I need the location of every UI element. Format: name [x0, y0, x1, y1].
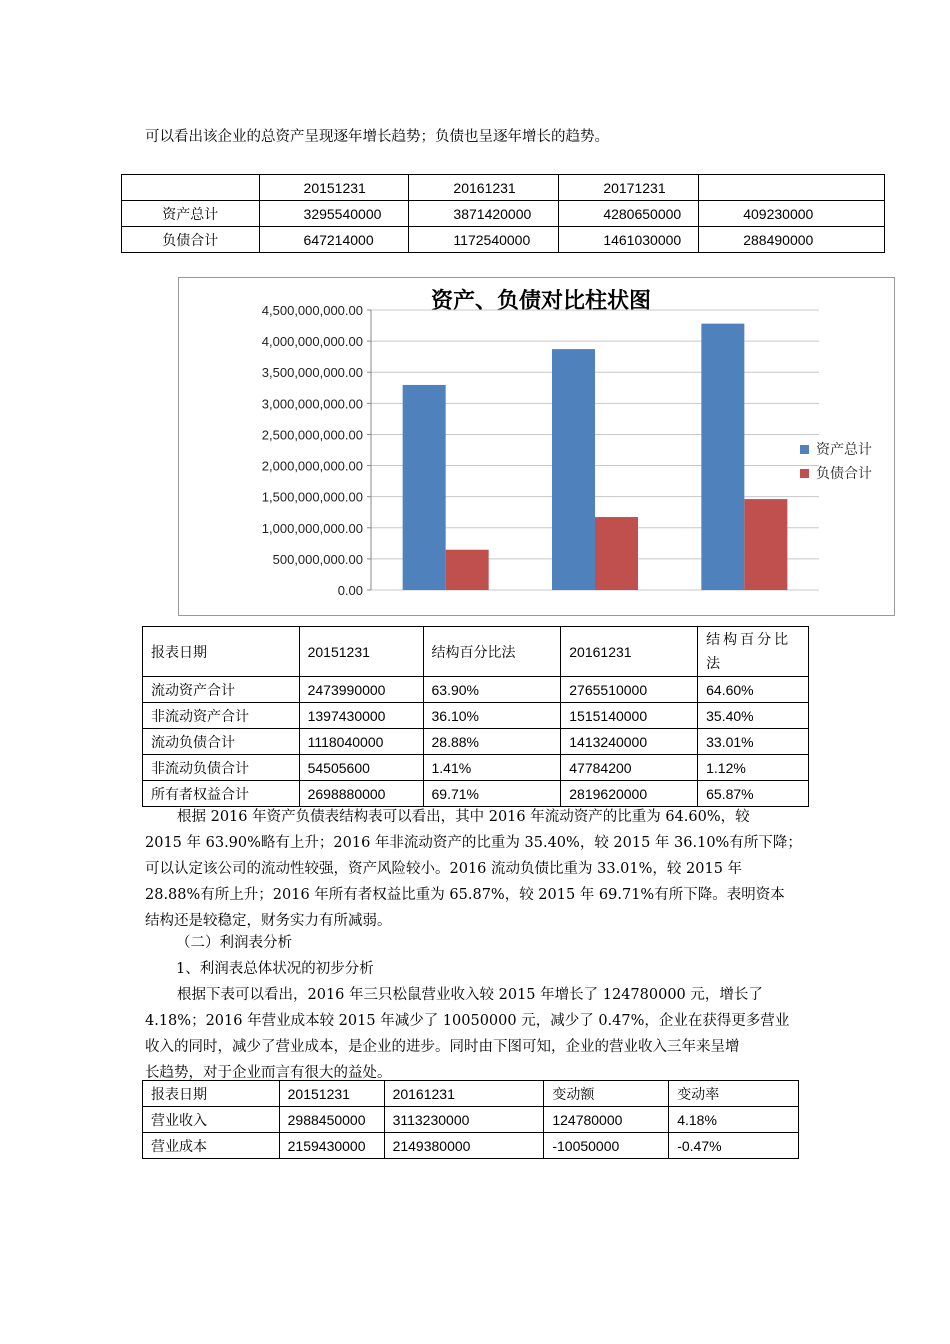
- bar-assets-20161231: [552, 349, 595, 590]
- text-line: 长趋势，对于企业而言有很大的益处。: [145, 1065, 392, 1081]
- table-cell: 变动额: [544, 1081, 669, 1107]
- table-cell: 结构百分比法: [423, 627, 561, 677]
- y-tick-label: 2,000,000,000.00: [261, 458, 363, 474]
- table-row: [143, 729, 809, 755]
- y-tick-label: 0.00: [337, 583, 363, 598]
- table-cell: 流动资产合计: [143, 677, 300, 703]
- table-cell: 报表日期: [143, 627, 300, 677]
- table-header-row: [143, 1081, 799, 1107]
- chart-svg: [179, 278, 894, 615]
- bar-assets-20151231: [403, 385, 446, 590]
- table-cell: 1515140000: [561, 703, 698, 729]
- table-cell: 资产总计: [122, 201, 260, 227]
- profit-table: [142, 1080, 799, 1159]
- bar-assets-20171231: [701, 324, 744, 590]
- y-tick-label: 2,500,000,000.00: [261, 427, 363, 443]
- table-cell: 64.60%: [698, 677, 809, 703]
- table-cell: 报表日期: [143, 1081, 280, 1107]
- table-cell: 65.87%: [698, 781, 809, 807]
- table-cell: 20161231: [384, 1081, 544, 1107]
- subsection-heading: 1、利润表总体状况的初步分析: [176, 961, 374, 977]
- table-cell: 变动率: [669, 1081, 799, 1107]
- text-line: 根据下表可以看出，2016 年三只松鼠营业收入较 2015 年增长了 124780000 元，增长了: [177, 987, 763, 1003]
- table-cell: 1172540000: [409, 227, 559, 253]
- table-cell: 35.40%: [698, 703, 809, 729]
- table-cell: 36.10%: [423, 703, 561, 729]
- legend-swatch: [800, 445, 809, 454]
- text-line: 收入的同时，减少了营业成本，是企业的进步。同时由下图可知，企业的营业收入三年来呈增: [145, 1039, 740, 1055]
- table-cell: 1.12%: [698, 755, 809, 781]
- table-cell: 非流动负债合计: [143, 755, 300, 781]
- table-cell: 流动负债合计: [143, 729, 300, 755]
- text-line: 2015 年 63.90%略有上升；2016 年非流动资产的比重为 35.40%，较 2015 年 36.10%有所下降；: [145, 835, 802, 851]
- legend-label: 负债合计: [816, 465, 872, 481]
- table-cell: 2473990000: [299, 677, 423, 703]
- table-row: [143, 703, 809, 729]
- section-heading: （二）利润表分析: [176, 935, 292, 951]
- table-cell: -10050000: [544, 1133, 669, 1159]
- chart-title: 资产、负债对比柱状图: [430, 289, 652, 314]
- table-cell: 2149380000: [384, 1133, 544, 1159]
- table-cell: 2819620000: [561, 781, 698, 807]
- structure-table: [142, 626, 809, 807]
- table-cell: 54505600: [299, 755, 423, 781]
- table-cell: 1.41%: [423, 755, 561, 781]
- table-cell: -0.47%: [669, 1133, 799, 1159]
- text-line: 结构还是较稳定，财务实力有所减弱。: [145, 913, 392, 929]
- table-cell: 69.71%: [423, 781, 561, 807]
- table-cell: 1118040000: [299, 729, 423, 755]
- table-cell: 结构百分比法: [698, 627, 809, 677]
- table-row: [143, 781, 809, 807]
- bar-chart: [178, 277, 895, 616]
- table-cell: 288490000: [699, 227, 885, 253]
- table-row: [122, 227, 885, 253]
- table-cell: 20151231: [279, 1081, 384, 1107]
- table-cell: 33.01%: [698, 729, 809, 755]
- table-cell: 4.18%: [669, 1107, 799, 1133]
- bar-liabilities-20151231: [446, 550, 489, 590]
- table-cell: 3113230000: [384, 1107, 544, 1133]
- table-row: [143, 1107, 799, 1133]
- bar-liabilities-20161231: [595, 517, 638, 590]
- table-cell: 4280650000: [559, 201, 699, 227]
- table-cell: 20151231: [299, 627, 423, 677]
- table-cell: 20171231: [559, 175, 699, 201]
- y-tick-label: 1,000,000,000.00: [261, 520, 363, 536]
- table-cell: 20161231: [561, 627, 698, 677]
- table-cell: 20161231: [409, 175, 559, 201]
- table-cell: 28.88%: [423, 729, 561, 755]
- table-cell: 营业收入: [143, 1107, 280, 1133]
- table-cell: 647214000: [259, 227, 409, 253]
- table-row: [122, 201, 885, 227]
- y-tick-label: 4,000,000,000.00: [261, 334, 363, 350]
- y-tick-label: 4,500,000,000.00: [261, 303, 363, 318]
- table-cell: 1397430000: [299, 703, 423, 729]
- text-line: 4.18%；2016 年营业成本较 2015 年减少了 10050000 元，减少了 0.47%，企业在获得更多营业: [145, 1013, 790, 1029]
- y-tick-label: 3,500,000,000.00: [261, 365, 363, 381]
- table-cell: 1461030000: [559, 227, 699, 253]
- y-tick-label: 500,000,000.00: [272, 551, 363, 567]
- table-header-row: [143, 627, 809, 677]
- table-row: [143, 1133, 799, 1159]
- table-cell: 2159430000: [279, 1133, 384, 1159]
- y-tick-label: 3,000,000,000.00: [261, 396, 363, 412]
- table-cell: 负债合计: [122, 227, 260, 253]
- asset-liability-table: [121, 174, 885, 253]
- table-row: [143, 755, 809, 781]
- table-cell: 非流动资产合计: [143, 703, 300, 729]
- y-tick-label: 1,500,000,000.00: [261, 489, 363, 505]
- table-cell: 3871420000: [409, 201, 559, 227]
- table-cell: 3295540000: [259, 201, 409, 227]
- text-line: 可以认定该公司的流动性较强，资产风险较小。2016 流动负债比重为 33.01%，较 2015 年: [145, 861, 743, 877]
- legend-label: 资产总计: [816, 441, 872, 457]
- profit-paragraph: [145, 982, 815, 1086]
- table-cell: 2698880000: [299, 781, 423, 807]
- table-cell: 409230000: [699, 201, 885, 227]
- table-cell: [122, 175, 260, 201]
- table-cell: 47784200: [561, 755, 698, 781]
- text-line: 根据 2016 年资产负债表结构表可以看出，其中 2016 年流动资产的比重为 64.60%，较: [177, 809, 750, 825]
- table-cell: 营业成本: [143, 1133, 280, 1159]
- table-cell: 所有者权益合计: [143, 781, 300, 807]
- text-line: 28.88%有所上升；2016 年所有者权益比重为 65.87%，较 2015 年 69.71%有所下降。表明资本: [145, 887, 785, 903]
- table-cell: 124780000: [544, 1107, 669, 1133]
- table-cell: 2765510000: [561, 677, 698, 703]
- analysis-paragraph: [145, 804, 815, 934]
- intro-text: 可以看出该企业的总资产呈现逐年增长趋势；负债也呈逐年增长的趋势。: [145, 129, 609, 145]
- table-cell: 20151231: [259, 175, 409, 201]
- legend-swatch: [800, 469, 809, 478]
- table-cell: 63.90%: [423, 677, 561, 703]
- table-row: [143, 677, 809, 703]
- table-cell: 1413240000: [561, 729, 698, 755]
- table-cell: 2988450000: [279, 1107, 384, 1133]
- bar-liabilities-20171231: [744, 499, 787, 590]
- table-header-row: [122, 175, 885, 201]
- table-cell: [699, 175, 885, 201]
